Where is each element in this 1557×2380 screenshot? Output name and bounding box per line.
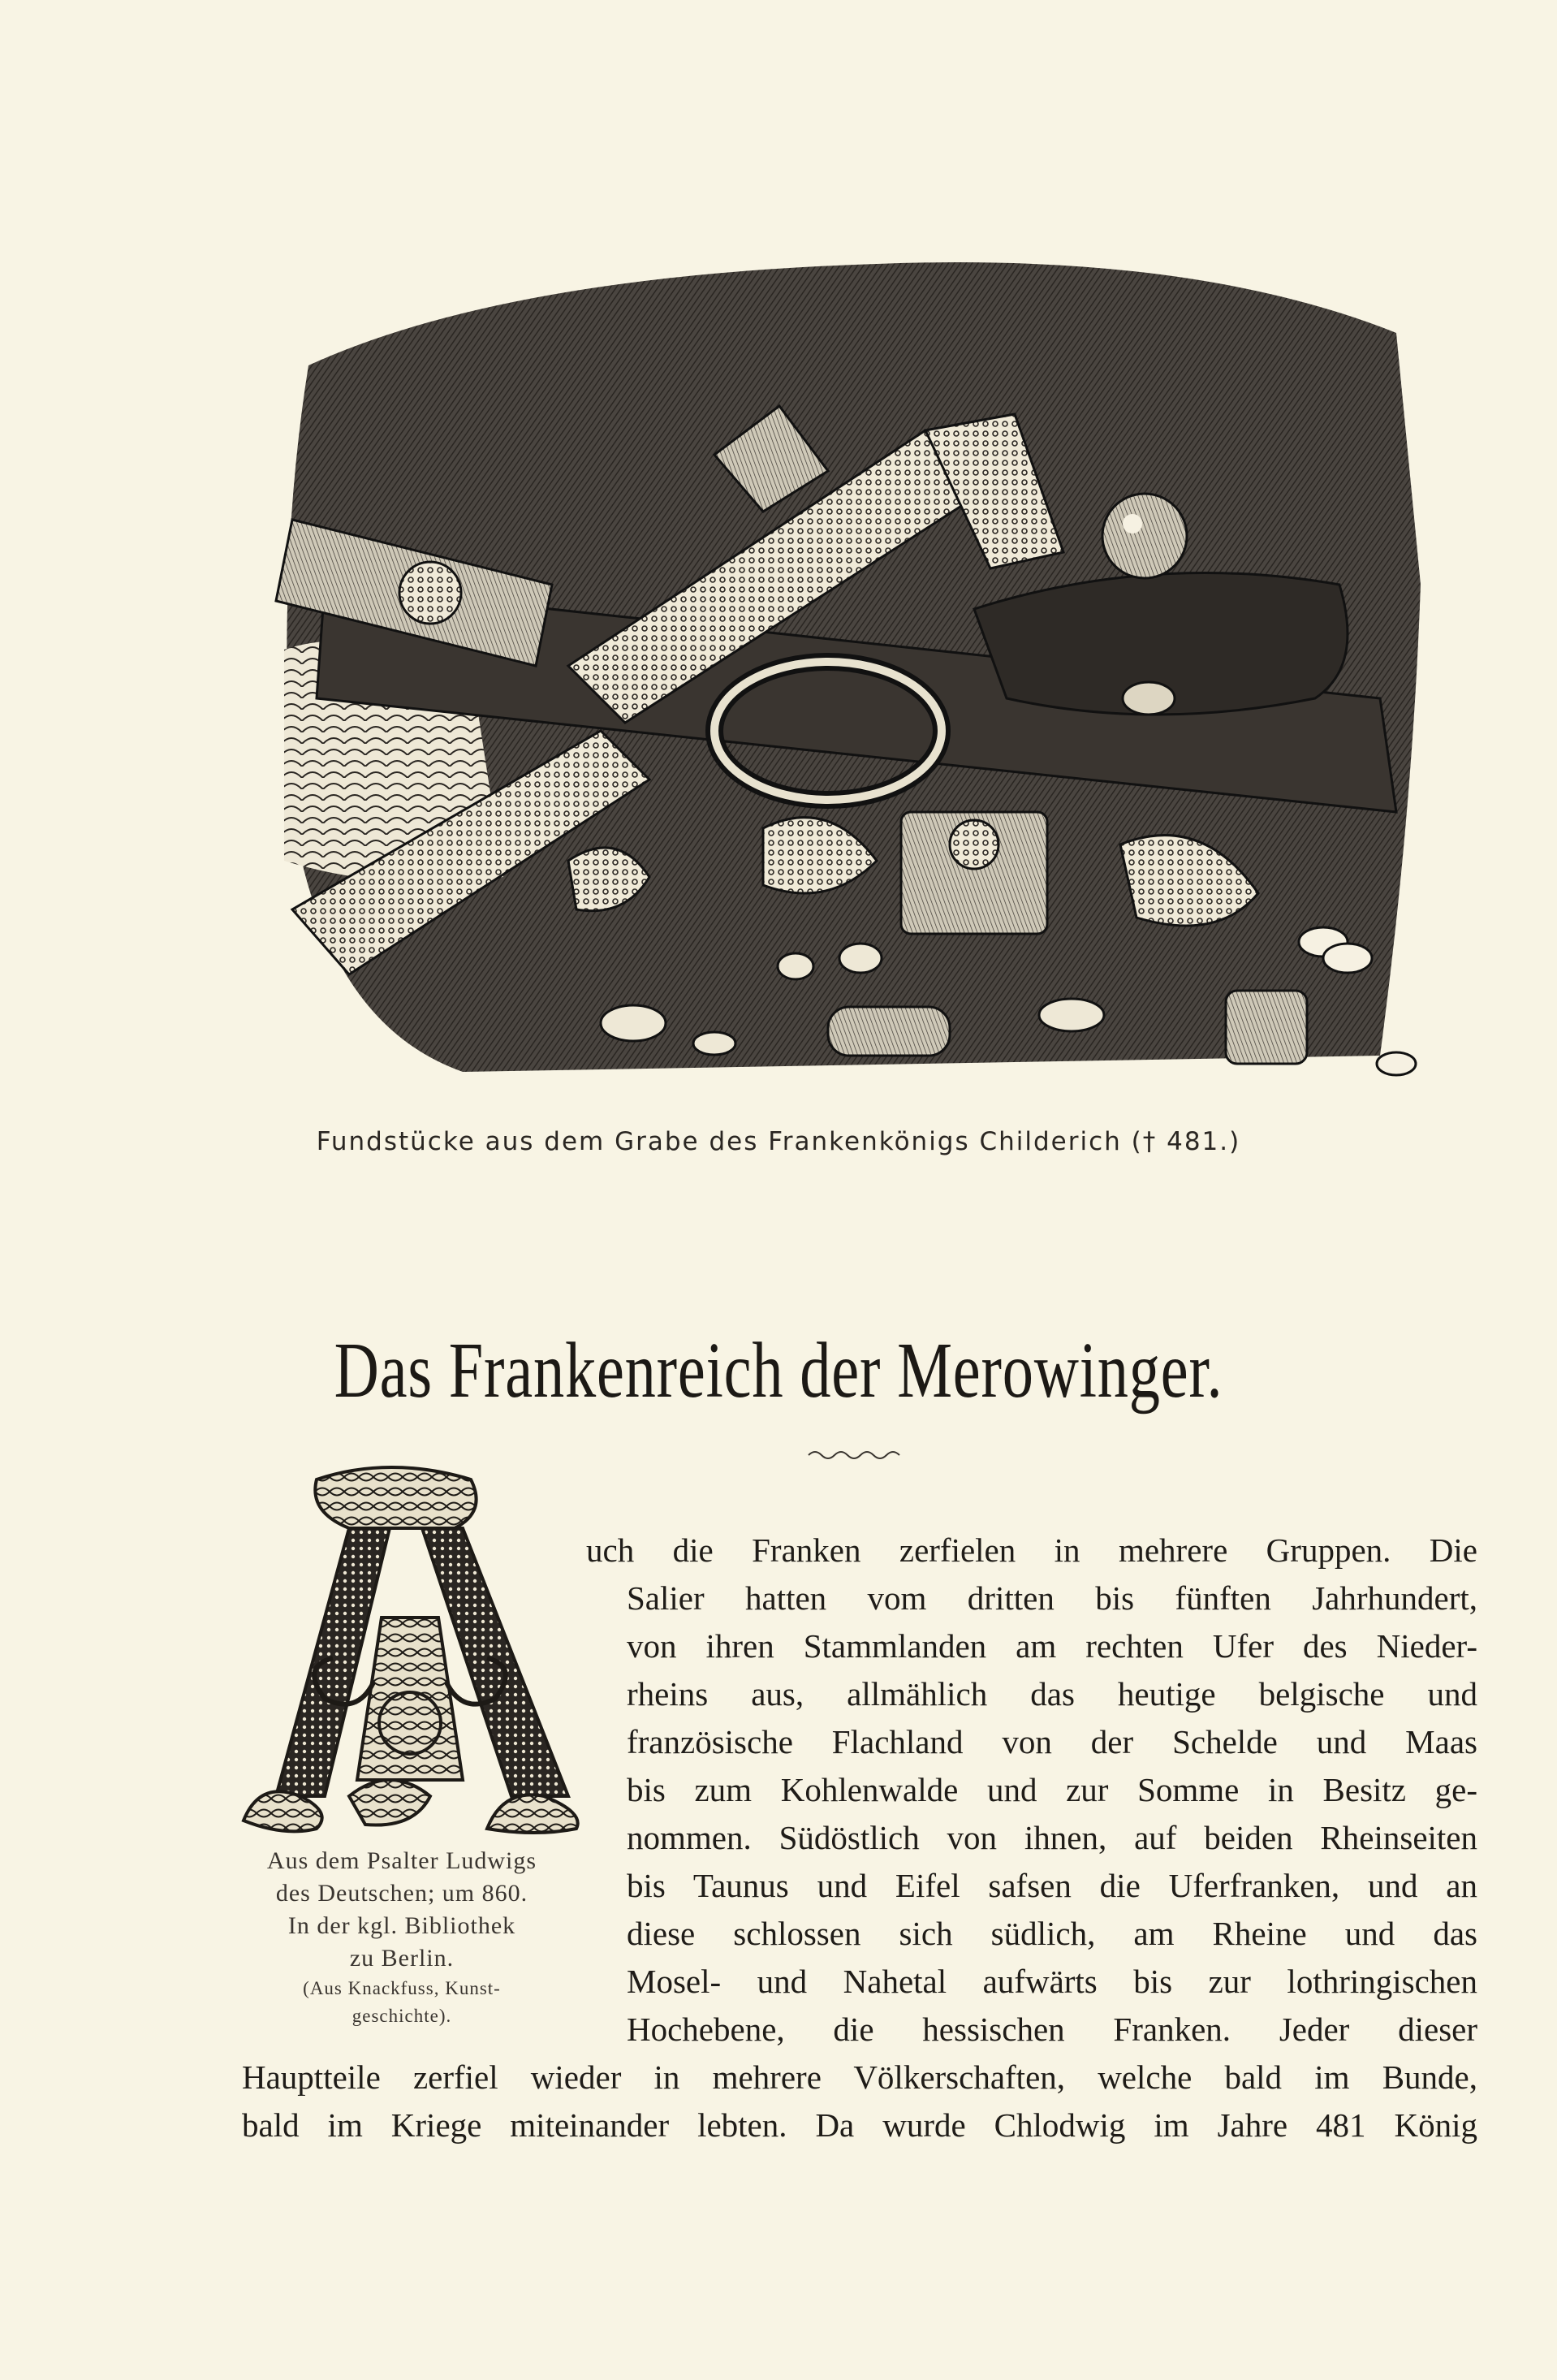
text-line: Hauptteile zerfiel wieder in mehrere Völkerschaften, welche bald im Bunde, xyxy=(242,2058,1477,2096)
chapter-title: Das Frankenreich der Merowinger. xyxy=(334,1327,1223,1415)
note-line: des Deutschen; um 860. xyxy=(275,1880,528,1907)
title-flourish xyxy=(807,1447,904,1462)
note-line: Aus dem Psalter Ludwigs xyxy=(266,1847,537,1874)
text-line: von ihren Stammlanden am rechten Ufer des Nieder- xyxy=(627,1627,1477,1665)
note-line: (Aus Knackfuss, Kunst- xyxy=(303,1978,501,1998)
text-line: nommen. Südöstlich von ihnen, auf beiden Rheinseiten xyxy=(627,1819,1477,1856)
text-line: uch die Franken zerfielen in mehrere Gruppen. Die xyxy=(586,1531,1477,1569)
text-line: französische Flachland von der Schelde und Maas xyxy=(627,1723,1477,1760)
note-line: geschichte). xyxy=(352,2006,452,2026)
text-line: bis Taunus und Eifel safsen die Uferfranken, und an xyxy=(627,1867,1477,1904)
text-line: diese schlossen sich südlich, am Rheine und das xyxy=(627,1915,1477,1952)
initial-source-note xyxy=(231,1845,572,2030)
text-line: Hochebene, die hessischen Franken. Jeder dieser xyxy=(627,2011,1477,2048)
text-line: bald im Kriege miteinander lebten. Da wurde Chlodwig im Jahre 481 König xyxy=(242,2106,1477,2144)
figure-caption: Fundstücke aus dem Grabe des Frankenkönigs Childerich († 481.) xyxy=(316,1127,1241,1156)
text-line: rheins aus, allmählich das heutige belgische und xyxy=(627,1675,1477,1713)
decorated-initial-letter xyxy=(227,1455,593,1837)
grave-finds-engraving xyxy=(260,244,1429,1104)
text-line: bis zum Kohlenwalde und zur Somme in Besitz ge- xyxy=(627,1771,1477,1808)
note-line: In der kgl. Bibliothek xyxy=(287,1912,516,1939)
text-line: Mosel- und Nahetal aufwärts bis zur lothringischen xyxy=(627,1963,1477,2000)
text-line: Salier hatten vom dritten bis fünften Jahrhundert, xyxy=(627,1579,1477,1617)
note-line: zu Berlin. xyxy=(349,1945,455,1972)
